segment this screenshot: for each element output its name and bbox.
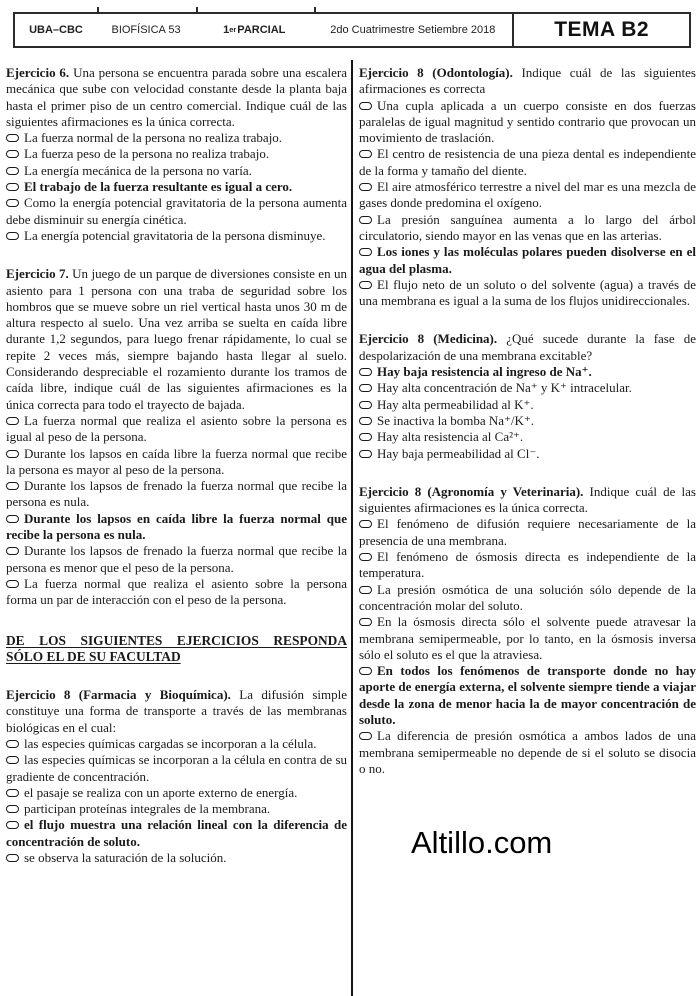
option-text: Durante los lapsos de frenado la fuerza normal que recibe la persona es menor que el peso de la persona. <box>6 543 347 575</box>
option-row <box>359 663 696 728</box>
exercise-intro: Ejercicio 8 (Agronomía y Veterinaria). Indique cuál de las siguientes afirmaciones es la única correcta. <box>359 483 696 516</box>
option-checkbox[interactable] <box>359 586 372 594</box>
option-checkbox[interactable] <box>359 183 372 191</box>
option-row <box>6 478 347 511</box>
section-heading-line: DE LOS SIGUIENTES EJERCICIOS RESPONDA <box>6 632 347 648</box>
option-text: Hay baja permeabilidad al Cl⁻. <box>377 445 540 461</box>
option-text: La energía potencial gravitatoria de la persona disminuye. <box>24 227 326 243</box>
option-checkbox[interactable] <box>359 281 372 289</box>
option-text: El aire atmosférico terrestre a nivel del mar es una mezcla de gases donde predomina el oxígeno. <box>359 179 696 211</box>
option-row <box>359 614 696 663</box>
option-text: el flujo muestra una relación lineal con la diferencia de concentración de soluto. <box>6 817 347 849</box>
option-text: La fuerza peso de la persona no realiza trabajo. <box>24 146 270 162</box>
option-checkbox[interactable] <box>6 821 19 829</box>
left-column <box>6 60 347 996</box>
option-checkbox[interactable] <box>6 150 19 158</box>
option-checkbox[interactable] <box>6 805 19 813</box>
option-checkbox[interactable] <box>359 248 372 256</box>
option-text: Como la energía potencial gravitatoria de la persona aumenta debe disminuir su energía cinética. <box>6 195 347 227</box>
option-row <box>6 736 347 752</box>
option-row <box>6 228 347 244</box>
option-row <box>359 244 696 277</box>
option-text: La presión sanguínea aumenta a lo largo del árbol circulatorio, siendo mayor en las venas que en las arterias. <box>359 211 696 243</box>
section-heading-line: SÓLO EL DE SU FACULTAD <box>6 648 181 664</box>
option-checkbox[interactable] <box>359 150 372 158</box>
option-checkbox[interactable] <box>359 102 372 110</box>
option-row <box>359 728 696 777</box>
right-column <box>359 60 696 996</box>
option-text: Hay alta permeabilidad al K⁺. <box>377 396 534 412</box>
option-row <box>359 397 696 413</box>
option-row <box>359 146 696 179</box>
exercise-title: Ejercicio 8 (Agronomía y Veterinaria). <box>359 483 590 499</box>
exercise-intro: Ejercicio 6. Una persona se encuentra parada sobre una escalera mecánica que sube con velocidad constante desde la planta baja hasta el primer piso de un centro comercial. Indique cuál de las siguientes afirmaciones es la única correcta. <box>6 65 347 129</box>
option-checkbox[interactable] <box>359 216 372 224</box>
option-text: La fuerza normal de la persona no realiza trabajo. <box>24 130 283 146</box>
option-text: En la ósmosis directa sólo el solvente puede atravesar la membrana semipermeable, por lo tanto, en la ósmosis inversa sólo el soluto es el que la atraviesa. <box>359 614 696 662</box>
option-row <box>6 511 347 544</box>
option-row <box>359 429 696 445</box>
option-checkbox[interactable] <box>359 667 372 675</box>
exercise-block <box>6 687 347 866</box>
option-checkbox[interactable] <box>6 167 19 175</box>
option-row <box>359 98 696 147</box>
option-checkbox[interactable] <box>6 756 19 764</box>
option-checkbox[interactable] <box>6 515 19 523</box>
option-row <box>359 413 696 429</box>
option-text: El trabajo de la fuerza resultante es igual a cero. <box>24 179 293 195</box>
option-checkbox[interactable] <box>6 183 19 191</box>
watermark-text: Altillo.com <box>411 825 553 861</box>
option-checkbox[interactable] <box>6 854 19 862</box>
option-checkbox[interactable] <box>6 199 19 207</box>
option-text: Durante los lapsos en caída libre la fuerza normal que recibe la persona es nula. <box>6 510 347 543</box>
exam-header <box>13 12 691 48</box>
option-row <box>6 576 347 609</box>
option-row <box>6 179 347 195</box>
exercise-title: Ejercicio 8 (Farmacia y Bioquímica). <box>6 687 240 703</box>
exercise-block <box>359 484 696 777</box>
option-row <box>6 817 347 850</box>
option-text: Durante los lapsos de frenado la fuerza normal que recibe la persona es nula. <box>6 478 347 510</box>
section-heading <box>6 633 347 666</box>
exercise-intro: Ejercicio 8 (Odontología). Indique cuál de las siguientes afirmaciones es correcta <box>359 65 696 97</box>
option-row <box>6 543 347 576</box>
option-row <box>6 163 347 179</box>
exercise-title: Ejercicio 6. <box>6 65 74 80</box>
column-divider <box>351 60 353 996</box>
option-row <box>6 752 347 785</box>
option-checkbox[interactable] <box>6 232 19 240</box>
option-row <box>359 446 696 462</box>
option-text: La energía mecánica de la persona no varía. <box>24 162 252 178</box>
option-checkbox[interactable] <box>6 740 19 748</box>
option-checkbox[interactable] <box>6 134 19 142</box>
header-divider-tick <box>196 7 198 14</box>
option-row <box>359 179 696 212</box>
option-text: La fuerza normal que realiza el asiento sobre la persona forma un par de interacción con el peso de la persona. <box>6 575 347 608</box>
exercise-intro: Ejercicio 8 (Medicina). ¿Qué sucede durante la fase de despolarización de una membrana excitable? <box>359 331 696 363</box>
option-text: Hay alta resistencia al Ca²⁺. <box>377 429 524 445</box>
option-text: La presión osmótica de una solución sólo depende de la concentración molar del soluto. <box>359 581 696 613</box>
page-body <box>0 60 700 996</box>
option-checkbox[interactable] <box>6 450 19 458</box>
header-divider-tick <box>314 7 316 14</box>
option-row <box>359 549 696 582</box>
option-checkbox[interactable] <box>359 450 372 458</box>
option-text: Durante los lapsos en caída libre la fuerza normal que recibe la persona es mayor al peso de la persona. <box>6 445 347 477</box>
option-text: el pasaje se realiza con un aporte externo de energía. <box>24 784 298 800</box>
option-text: La fuerza normal que realiza el asiento sobre la persona es igual al peso de la persona. <box>6 412 347 445</box>
exam-label: PARCIAL <box>237 24 286 36</box>
option-text: El fenómeno de difusión requiere necesariamente de la presencia de una membrana. <box>359 516 696 548</box>
option-text: Se inactiva la bomba Na⁺/K⁺. <box>377 412 535 428</box>
exercise-block <box>359 331 696 461</box>
option-checkbox[interactable] <box>359 384 372 392</box>
exercise-block <box>6 65 347 244</box>
option-text: El centro de resistencia de una pieza dental es independiente de la forma y tamaño del diente. <box>359 146 696 178</box>
option-row <box>6 850 347 866</box>
option-checkbox[interactable] <box>359 401 372 409</box>
option-row <box>6 413 347 446</box>
option-text: El fenómeno de ósmosis directa es independiente de la temperatura. <box>359 549 696 581</box>
option-row <box>359 277 696 310</box>
header-cell-institution: UBA–CBC <box>29 24 83 36</box>
option-checkbox[interactable] <box>6 417 19 425</box>
option-row <box>6 146 347 162</box>
option-row <box>359 364 696 380</box>
option-text: Hay alta concentración de Na⁺ y K⁺ intracelular. <box>377 380 632 396</box>
option-text: En todos los fenómenos de transporte donde no hay aporte de energía externa, el solvente siempre tiende a viajar desde la zona de menor hacia la de mayor concentración de soluto. <box>359 663 696 727</box>
option-row <box>359 516 696 549</box>
option-text: se observa la saturación de la solución. <box>24 850 227 866</box>
option-checkbox[interactable] <box>6 580 19 588</box>
option-text: las especies químicas se incorporan a la célula en contra de su gradiente de concentración. <box>6 752 347 784</box>
option-checkbox[interactable] <box>359 553 372 561</box>
option-row <box>359 380 696 396</box>
option-text: El flujo neto de un soluto o del solvente (agua) a través de una membrana es igual a la suma de los flujos unidireccionales. <box>359 276 696 309</box>
exercise-title: Ejercicio 8 (Medicina). <box>359 331 507 347</box>
option-row <box>6 130 347 146</box>
option-checkbox[interactable] <box>359 618 372 626</box>
exercise-intro: Ejercicio 7. Un juego de un parque de diversiones consiste en un asiento para 1 persona con una traba de seguridad sobre los hombros que se mueve sobre un riel vertical hasta unos 30 m de altura respecto al suelo. Una vez arriba se suelta en caída libre durante 1,2 segundos, para luego frenar rápidamente, lo cual se repite 2 veces más, siempre bajando hasta llegar al suelo. Considerando despreciable el rozamiento durante los tramos de caída libre, indique cuál de las siguientes afirmaciones es la única correcta para todo el trayecto de bajada. <box>6 266 347 412</box>
option-text: Hay baja resistencia al ingreso de Na⁺. <box>377 364 592 380</box>
header-cell-term: 2do Cuatrimestre Setiembre 2018 <box>330 24 496 36</box>
option-text: Los iones y las moléculas polares pueden disolverse en el agua del plasma. <box>359 244 696 276</box>
option-text: participan proteínas integrales de la membrana. <box>24 801 271 817</box>
option-checkbox[interactable] <box>359 732 372 740</box>
option-row <box>6 195 347 228</box>
option-checkbox[interactable] <box>6 482 19 490</box>
header-cell-exam: 1 er PARCIAL <box>223 24 286 36</box>
exercise-title: Ejercicio 7. <box>6 266 73 282</box>
option-row <box>359 582 696 615</box>
option-text: las especies químicas cargadas se incorporan a la célula. <box>24 735 317 751</box>
option-text: Una cupla aplicada a un cuerpo consiste en dos fuerzas paralelas de igual magnitud y sentido contrario que provocan un movimiento de traslación. <box>359 97 696 146</box>
option-checkbox[interactable] <box>359 520 372 528</box>
option-row <box>359 212 696 245</box>
option-checkbox[interactable] <box>359 433 372 441</box>
option-text: La diferencia de presión osmótica a ambos lados de una membrana semipermeable no depende de si el soluto se disocia o no. <box>359 728 696 776</box>
option-checkbox[interactable] <box>359 368 372 376</box>
exercise-intro: Ejercicio 8 (Farmacia y Bioquímica). La difusión simple constituye una forma de transporte a través de las membranas biológicas en el cual: <box>6 687 347 735</box>
option-checkbox[interactable] <box>6 789 19 797</box>
option-row <box>6 785 347 801</box>
exam-number: 1 <box>223 24 230 36</box>
header-cell-course: BIOFÍSICA 53 <box>111 24 181 36</box>
option-checkbox[interactable] <box>6 547 19 555</box>
exercise-block <box>6 266 347 608</box>
header-divider-tick <box>97 7 99 14</box>
option-row <box>6 446 347 479</box>
exercise-title: Ejercicio 8 (Odontología). <box>359 65 522 80</box>
option-row <box>6 801 347 817</box>
header-cell-tema: TEMA B2 <box>512 14 689 46</box>
exercise-block <box>359 65 696 309</box>
option-checkbox[interactable] <box>359 417 372 425</box>
